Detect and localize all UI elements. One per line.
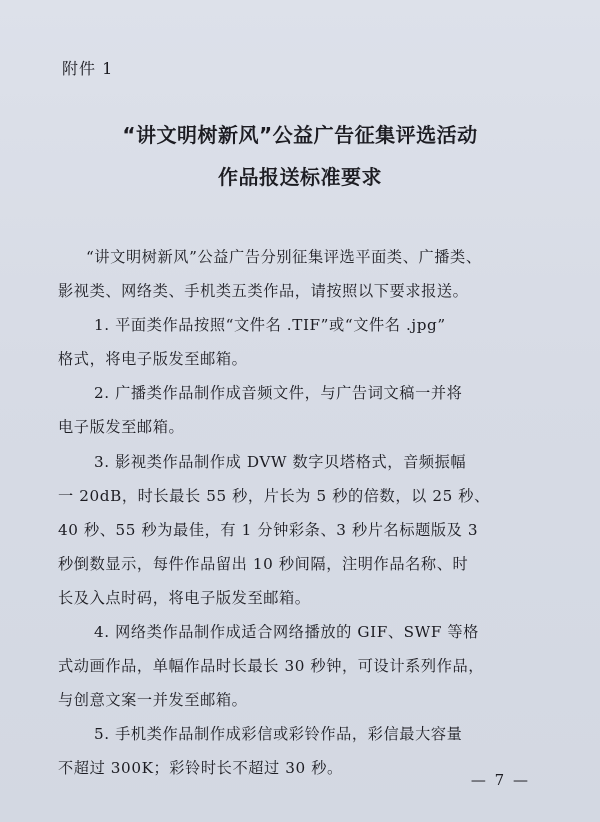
document-title-line-2: 作品报送标准要求 [218,165,382,189]
item-line: 1. 平面类作品按照“文件名 .TIF”或“文件名 .jpg” [94,316,446,334]
document-title-line-1: “讲文明树新风”公益广告征集评选活动 [122,123,478,147]
item-line: 格式，将电子版发至邮箱。 [58,350,248,368]
item-line: 3. 影视类作品制作成 DVW 数字贝塔格式，音频振幅 [94,453,467,471]
item-line: 一 20dB，时长最长 55 秒，片长为 5 秒的倍数，以 25 秒、 [58,487,490,505]
item-line: 长及入点时码，将电子版发至邮箱。 [58,589,311,607]
page-number: — 7 — [470,771,530,789]
item-line: 4. 网络类作品制作成适合网络播放的 GIF、SWF 等格 [94,623,479,641]
item-line: 与创意文案一并发至邮箱。 [58,691,248,709]
item-line: 2. 广播类作品制作成音频文件，与广告词文稿一并将 [94,384,463,402]
intro-line: “讲文明树新风”公益广告分别征集评选平面类、广播类、 [86,248,482,266]
item-line: 5. 手机类作品制作成彩信或彩铃作品，彩信最大容量 [94,725,463,743]
item-line: 式动画作品，单幅作品时长最长 30 秒钟，可设计系列作品， [58,657,485,675]
intro-line: 影视类、网络类、手机类五类作品，请按照以下要求报送。 [58,282,469,300]
item-line: 秒倒数显示，每件作品留出 10 秒间隔，注明作品名称、时 [58,555,469,573]
item-line: 不超过 300K；彩铃时长不超过 30 秒。 [58,759,343,777]
attachment-label: 附件 1 [62,59,114,78]
item-line: 40 秒、55 秒为最佳，有 1 分钟彩条、3 秒片名标题版及 3 [58,521,479,539]
item-line: 电子版发至邮箱。 [58,418,185,436]
